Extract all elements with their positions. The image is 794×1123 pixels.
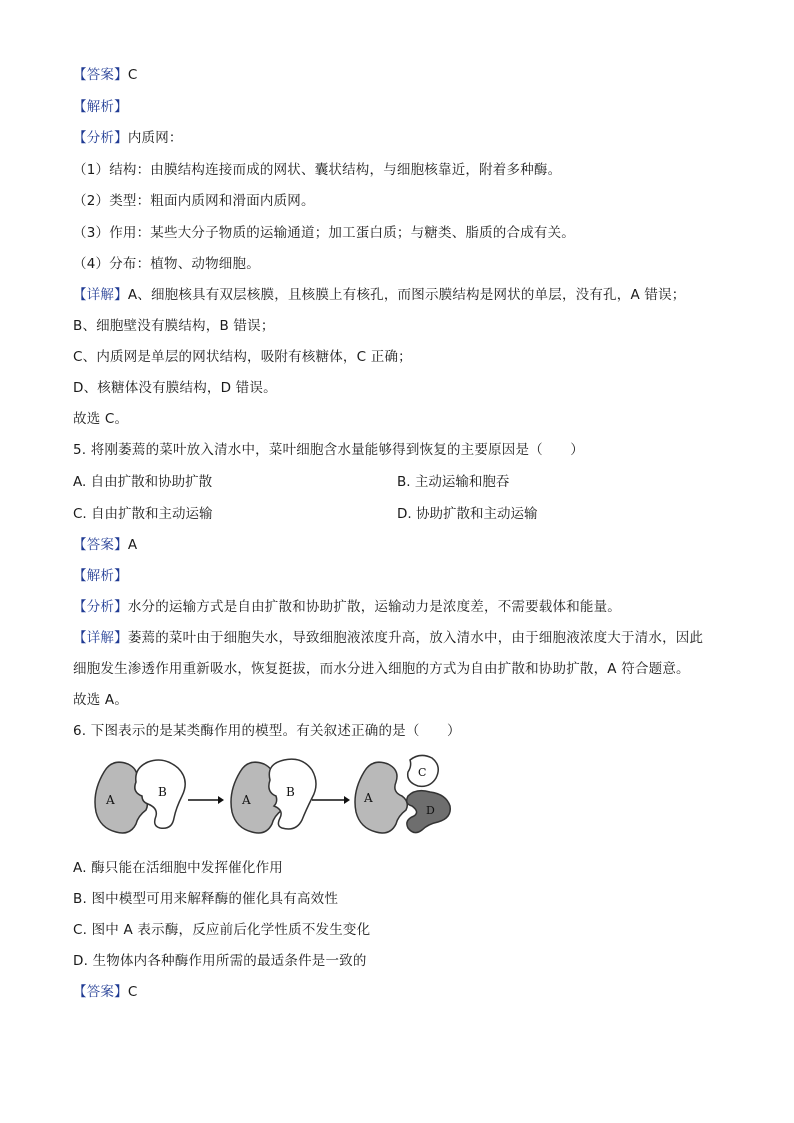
paragraph-distribution: （4）分布：植物、动物细胞。 <box>73 256 260 272</box>
paragraph-type: （2）类型：粗面内质网和滑面内质网。 <box>73 193 315 209</box>
question-6-stem: 6. 下图表示的是某类酶作用的模型。有关叙述正确的是（ ） <box>73 723 461 739</box>
q4-answer-line <box>73 66 137 84</box>
xiangjie-line <box>73 629 703 647</box>
q6-option-b: B. 图中模型可用来解释酶的催化具有高效性 <box>73 891 339 907</box>
jiexi-tag: 【解析】 <box>73 99 128 115</box>
xiangjie-a: A、细胞核具有双层核膜，且核膜上有核孔，而图示膜结构是网状的单层，没有孔，A 错误； <box>127 287 686 303</box>
xiangjie-c: C、内质网是单层的网状结构，吸附有核糖体，C 正确； <box>73 349 412 365</box>
label-a: A <box>364 791 373 805</box>
q6-option-d: D. 生物体内各种酶作用所需的最适条件是一致的 <box>73 953 367 969</box>
fenxi-tag: 【分析】 <box>73 130 128 146</box>
xiangjie-d: D、核糖体没有膜结构，D 错误。 <box>73 380 277 396</box>
enzyme-model-figure <box>90 752 460 842</box>
q5-answer-line <box>73 536 137 554</box>
arrow-head <box>344 796 350 804</box>
label-a: A <box>106 793 115 807</box>
q5-option-a: A. 自由扩散和协助扩散 <box>73 474 213 490</box>
fenxi-line <box>73 129 183 147</box>
answer-tag: 【答案】 <box>73 984 128 1000</box>
q5-option-c: C. 自由扩散和主动运输 <box>73 506 213 522</box>
xiangjie-text-1: 萎蔫的菜叶由于细胞失水，导致细胞液浓度升高，放入清水中，由于细胞液浓度大于清水，因此 <box>127 630 704 646</box>
fenxi-line <box>73 598 621 616</box>
xiangjie-text-2: 细胞发生渗透作用重新吸水，恢复挺拔，而水分进入细胞的方式为自由扩散和协助扩散，A 符合题意。 <box>73 661 690 677</box>
label-d: D <box>426 804 435 817</box>
xiangjie-b: B、细胞壁没有膜结构，B 错误； <box>73 318 275 334</box>
xiangjie-tag: 【详解】 <box>73 630 128 646</box>
answer-tag: 【答案】 <box>73 537 128 553</box>
paragraph-function: （3）作用：某些大分子物质的运输通道；加工蛋白质；与糖类、脂质的合成有关。 <box>73 225 575 241</box>
q6-option-a: A. 酶只能在活细胞中发挥催化作用 <box>73 860 283 876</box>
enzyme-a-shape <box>355 762 407 833</box>
arrow-head <box>218 796 224 804</box>
q6-answer-line <box>73 983 137 1001</box>
conclusion: 故选 C。 <box>73 411 129 427</box>
label-c: C <box>418 766 427 779</box>
answer-tag: 【答案】 <box>73 67 128 83</box>
label-b: B <box>158 785 167 799</box>
xiangjie-tag: 【详解】 <box>73 287 128 303</box>
answer-value: C <box>127 984 138 1000</box>
label-a: A <box>242 793 251 807</box>
q5-option-b: B. 主动运输和胞吞 <box>397 474 510 490</box>
paragraph-structure: （1）结构：由膜结构连接而成的网状、囊状结构，与细胞核靠近，附着多种酶。 <box>73 162 562 178</box>
fenxi-text: 内质网： <box>127 130 183 146</box>
xiangjie-line <box>73 286 685 304</box>
conclusion: 故选 A。 <box>73 692 129 708</box>
question-5-stem: 5. 将刚萎蔫的菜叶放入清水中，菜叶细胞含水量能够得到恢复的主要原因是（ ） <box>73 442 584 458</box>
q5-option-d: D. 协助扩散和主动运输 <box>397 506 538 522</box>
fenxi-tag: 【分析】 <box>73 599 128 615</box>
fenxi-text: 水分的运输方式是自由扩散和协助扩散，运输动力是浓度差，不需要载体和能量。 <box>127 599 622 615</box>
answer-value: A <box>127 537 138 553</box>
q6-option-c: C. 图中 A 表示酶，反应前后化学性质不发生变化 <box>73 922 371 938</box>
answer-value: C <box>127 67 138 83</box>
label-b: B <box>286 785 295 799</box>
jiexi-tag: 【解析】 <box>73 568 128 584</box>
